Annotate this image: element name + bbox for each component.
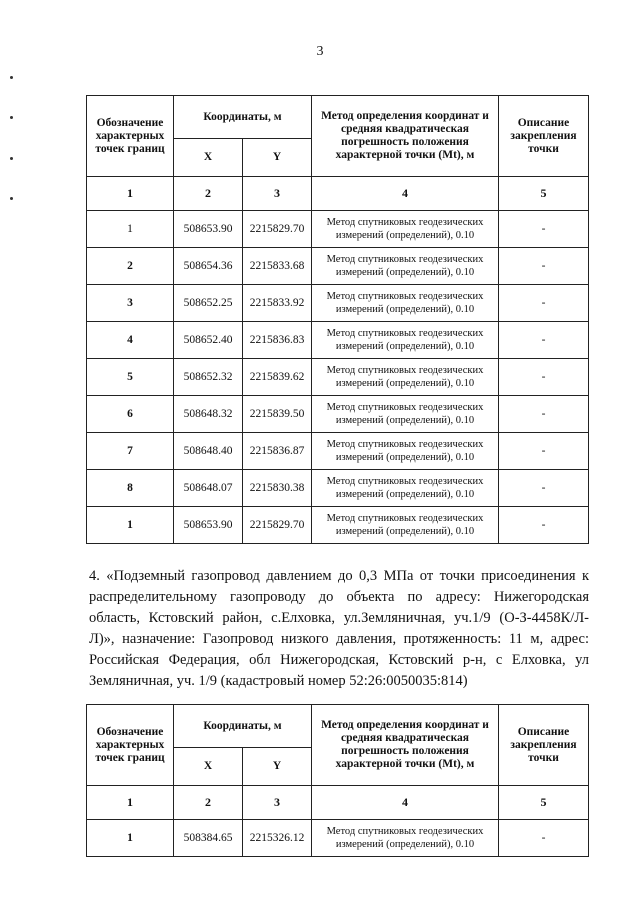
method-cell: Метод спутниковых геодезических измерений (определений), 0.10 [312, 322, 499, 359]
margin-dot [10, 197, 13, 200]
y-coordinate-cell: 2215839.50 [243, 396, 312, 433]
header-y: Y [243, 748, 312, 786]
y-coordinate-cell: 2215830.38 [243, 470, 312, 507]
x-coordinate-cell: 508648.40 [174, 433, 243, 470]
point-cell: 6 [87, 396, 174, 433]
description-cell: - [499, 211, 589, 248]
x-coordinate-cell: 508652.32 [174, 359, 243, 396]
description-cell: - [499, 322, 589, 359]
method-cell: Метод спутниковых геодезических измерений (определений), 0.10 [312, 359, 499, 396]
point-cell: 3 [87, 285, 174, 322]
paragraph-line: область, Кстовский район, с.Елховка, ул.Земляничная, уч.1/9 (О-З-4458К/Л- [89, 610, 589, 626]
paragraph-line: Земляничная, уч. 1/9 (кадастровый номер 52:26:0050035:814) [89, 673, 468, 689]
y-coordinate-cell: 2215839.62 [243, 359, 312, 396]
header-method: Метод определения координат и средняя квадратическая погрешность положения характерной точки (Mt), м [312, 96, 499, 177]
column-number: 5 [499, 177, 589, 211]
column-number: 4 [312, 786, 499, 820]
description-cell: - [499, 470, 589, 507]
margin-dot [10, 157, 13, 160]
y-coordinate-cell: 2215836.87 [243, 433, 312, 470]
column-number: 2 [174, 786, 243, 820]
y-coordinate-cell: 2215829.70 [243, 211, 312, 248]
header-designation: Обозначение характерных точек границ [87, 705, 174, 786]
column-number: 1 [87, 177, 174, 211]
description-cell: - [499, 248, 589, 285]
point-cell: 1 [87, 507, 174, 544]
method-cell: Метод спутниковых геодезических измерений (определений), 0.10 [312, 470, 499, 507]
method-cell: Метод спутниковых геодезических измерений (определений), 0.10 [312, 433, 499, 470]
coordinates-table-2 [86, 704, 589, 857]
header-designation: Обозначение характерных точек границ [87, 96, 174, 177]
table-row [87, 396, 589, 433]
paragraph-line: распределительному газопроводу до объекта по адресу: Нижегородская [89, 589, 589, 605]
column-number: 3 [243, 177, 312, 211]
header-description: Описание закрепления точки [499, 705, 589, 786]
point-cell: 8 [87, 470, 174, 507]
description-cell: - [499, 433, 589, 470]
x-coordinate-cell: 508653.90 [174, 211, 243, 248]
point-cell: 1 [87, 820, 174, 857]
header-x: X [174, 748, 243, 786]
point-cell: 1 [87, 211, 174, 248]
description-cell: - [499, 285, 589, 322]
table-row [87, 359, 589, 396]
table-row [87, 820, 589, 857]
method-cell: Метод спутниковых геодезических измерений (определений), 0.10 [312, 211, 499, 248]
x-coordinate-cell: 508652.40 [174, 322, 243, 359]
description-cell: - [499, 507, 589, 544]
x-coordinate-cell: 508654.36 [174, 248, 243, 285]
x-coordinate-cell: 508648.07 [174, 470, 243, 507]
point-cell: 4 [87, 322, 174, 359]
x-coordinate-cell: 508652.25 [174, 285, 243, 322]
object-description-paragraph [89, 566, 589, 692]
table-row [87, 285, 589, 322]
header-x: X [174, 139, 243, 177]
x-coordinate-cell: 508384.65 [174, 820, 243, 857]
paragraph-line: Российская Федерация, обл Нижегородская, Кстовский р-н, с Елховка, ул [89, 652, 589, 668]
x-coordinate-cell: 508653.90 [174, 507, 243, 544]
header-coordinates: Координаты, м [174, 705, 312, 748]
point-cell: 2 [87, 248, 174, 285]
page-number: 3 [316, 44, 324, 59]
point-cell: 5 [87, 359, 174, 396]
header-method: Метод определения координат и средняя квадратическая погрешность положения характерной точки (Mt), м [312, 705, 499, 786]
header-description: Описание закрепления точки [499, 96, 589, 177]
y-coordinate-cell: 2215326.12 [243, 820, 312, 857]
margin-dot [10, 116, 13, 119]
column-number: 1 [87, 786, 174, 820]
description-cell: - [499, 396, 589, 433]
y-coordinate-cell: 2215829.70 [243, 507, 312, 544]
column-number: 2 [174, 177, 243, 211]
paragraph-line: 4. «Подземный газопровод давлением до 0,3 МПа от точки присоединения к [89, 568, 589, 584]
paragraph-line: Л)», назначение: Газопровод низкого давления, протяженность: 11 м, адрес: [89, 631, 589, 647]
description-cell: - [499, 359, 589, 396]
description-cell: - [499, 820, 589, 857]
coordinates-table-1 [86, 95, 589, 544]
column-number: 3 [243, 786, 312, 820]
column-number: 5 [499, 786, 589, 820]
x-coordinate-cell: 508648.32 [174, 396, 243, 433]
y-coordinate-cell: 2215833.92 [243, 285, 312, 322]
header-y: Y [243, 139, 312, 177]
column-number: 4 [312, 177, 499, 211]
y-coordinate-cell: 2215836.83 [243, 322, 312, 359]
margin-dot [10, 76, 13, 79]
table-row [87, 322, 589, 359]
method-cell: Метод спутниковых геодезических измерений (определений), 0.10 [312, 820, 499, 857]
table-row [87, 470, 589, 507]
table-row [87, 507, 589, 544]
table-row [87, 211, 589, 248]
method-cell: Метод спутниковых геодезических измерений (определений), 0.10 [312, 248, 499, 285]
point-cell: 7 [87, 433, 174, 470]
method-cell: Метод спутниковых геодезических измерений (определений), 0.10 [312, 285, 499, 322]
method-cell: Метод спутниковых геодезических измерений (определений), 0.10 [312, 396, 499, 433]
method-cell: Метод спутниковых геодезических измерений (определений), 0.10 [312, 507, 499, 544]
y-coordinate-cell: 2215833.68 [243, 248, 312, 285]
table-row [87, 248, 589, 285]
table-row [87, 433, 589, 470]
header-coordinates: Координаты, м [174, 96, 312, 139]
